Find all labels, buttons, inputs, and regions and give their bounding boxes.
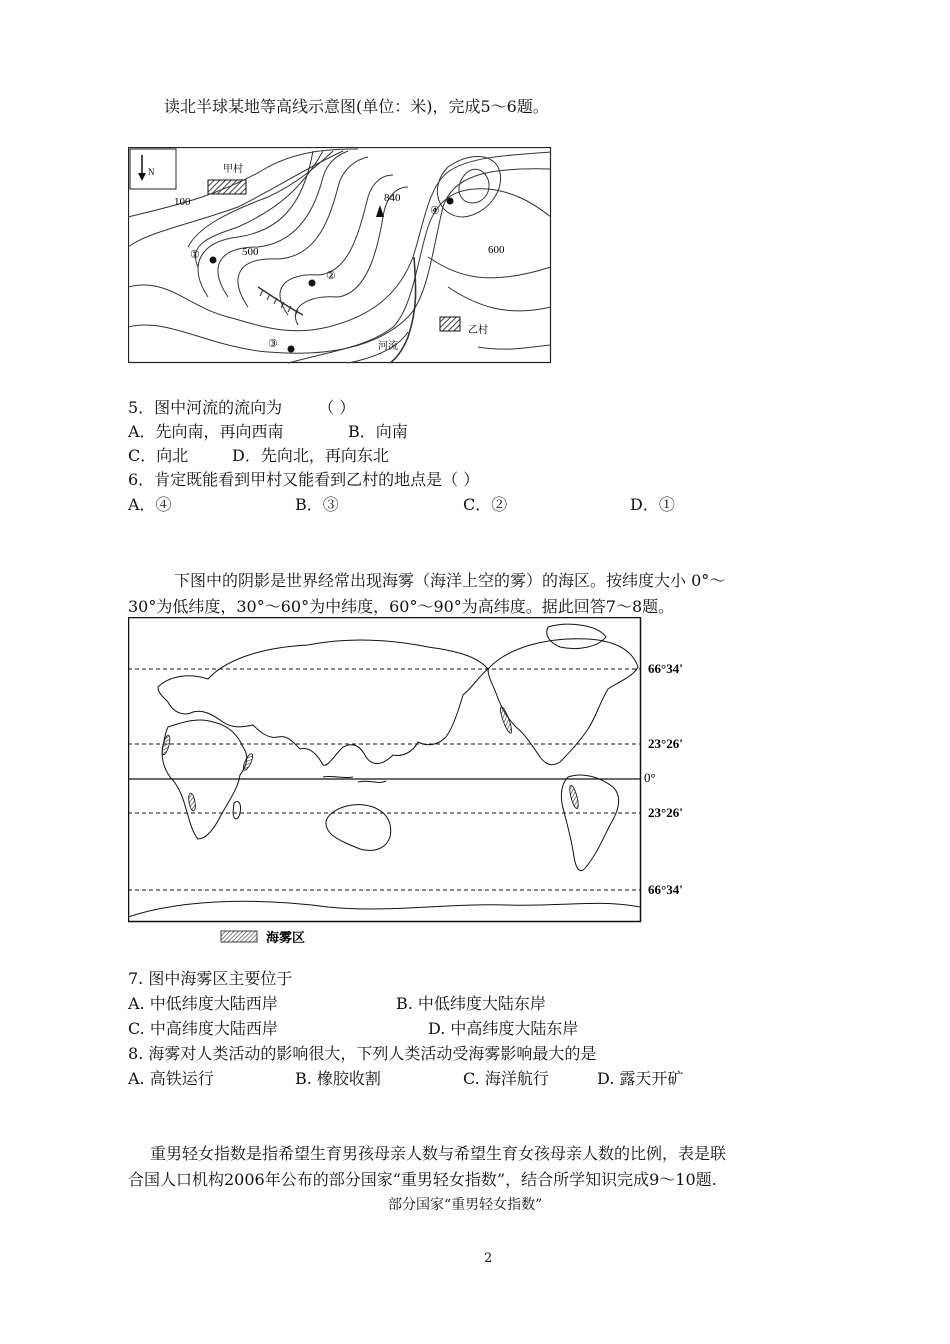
q5-stem: [128, 398, 355, 418]
point-1-label: ①: [190, 249, 200, 261]
point-3-label: ③: [268, 338, 278, 350]
village-b-label: 乙村: [468, 325, 488, 336]
q8-option-d[interactable]: D. 露天开矿: [597, 1069, 684, 1088]
point-2-icon: [309, 280, 316, 287]
q8-option-b[interactable]: B. 橡胶收割: [295, 1069, 381, 1088]
section3-intro-line2: 合国人口机构2006年公布的部分国家“重男轻女指数”，结合所学知识完成9～10题.: [128, 1170, 717, 1189]
contour-500-label: 500: [242, 246, 259, 258]
q6-option-c[interactable]: C．②: [463, 495, 508, 514]
q5-paren: （ ）: [318, 398, 356, 417]
point-4-icon: [447, 198, 454, 205]
q5-option-d[interactable]: D．先向北，再向东北: [232, 446, 389, 465]
lat-label-s23: 23°26': [648, 805, 683, 820]
contour-map: [128, 147, 552, 365]
lat-label-n66: 66°34': [648, 661, 683, 676]
point-3-icon: [288, 346, 295, 353]
contour-600-label: 600: [488, 244, 505, 256]
q6-option-d[interactable]: D．①: [630, 495, 675, 514]
contour-100-label: 100: [174, 196, 191, 208]
page-number: 2: [484, 1251, 493, 1266]
section1-intro: 读北半球某地等高线示意图(单位：米)，完成5～6题。: [164, 97, 549, 116]
peak-label: 840: [384, 192, 401, 204]
lat-label-s66: 66°34': [648, 882, 683, 897]
point-4-label: ④: [430, 205, 440, 217]
world-fog-map: [128, 617, 708, 947]
north-label: N: [148, 167, 155, 177]
q6-option-a[interactable]: A．④: [128, 495, 172, 514]
legend-swatch: [221, 931, 257, 942]
q7-option-d[interactable]: D. 中高纬度大陆东岸: [428, 1019, 579, 1038]
q7-option-b[interactable]: B. 中低纬度大陆东岸: [396, 994, 546, 1013]
q5-option-b[interactable]: B．向南: [348, 422, 408, 441]
village-b-icon: [440, 317, 460, 331]
legend-label: 海雾区: [266, 930, 306, 945]
q8-option-a[interactable]: A. 高铁运行: [128, 1069, 214, 1088]
section2-intro-line2: 30°为低纬度，30°～60°为中纬度，60°～90°为高纬度。据此回答7～8题。: [128, 597, 675, 616]
village-a-label: 甲村: [223, 164, 243, 175]
q6-stem: 6．肯定既能看到甲村又能看到乙村的地点是（ ）: [128, 470, 480, 489]
point-2-label: ②: [326, 270, 336, 282]
section3-intro-line1: 重男轻女指数是指希望生育男孩母亲人数与希望生育女孩母亲人数的比例，表是联: [150, 1144, 727, 1163]
q8-stem: 8. 海雾对人类活动的影响很大，下列人类活动受海雾影响最大的是: [128, 1044, 597, 1063]
q7-stem: 7. 图中海雾区主要位于: [128, 969, 293, 988]
table-title: 部分国家“重男轻女指数”: [388, 1197, 543, 1213]
section2-intro-line1: 下图中的阴影是世界经常出现海雾（海洋上空的雾）的海区。按纬度大小 0°～: [174, 571, 726, 590]
lat-label-n23: 23°26': [648, 736, 683, 751]
point-1-icon: [210, 257, 217, 264]
lat-label-equator: 0°: [644, 770, 656, 785]
q5-option-a[interactable]: A．先向南，再向西南: [128, 422, 284, 441]
q5-stem-text: 5．图中河流的流向为: [128, 398, 283, 417]
q5-option-c[interactable]: C．向北: [128, 446, 189, 465]
river-label: 河流: [378, 341, 398, 352]
q7-option-a[interactable]: A. 中低纬度大陆西岸: [128, 994, 278, 1013]
q6-option-b[interactable]: B．③: [295, 495, 339, 514]
q8-option-c[interactable]: C. 海洋航行: [463, 1069, 549, 1088]
q7-option-c[interactable]: C. 中高纬度大陆西岸: [128, 1019, 278, 1038]
